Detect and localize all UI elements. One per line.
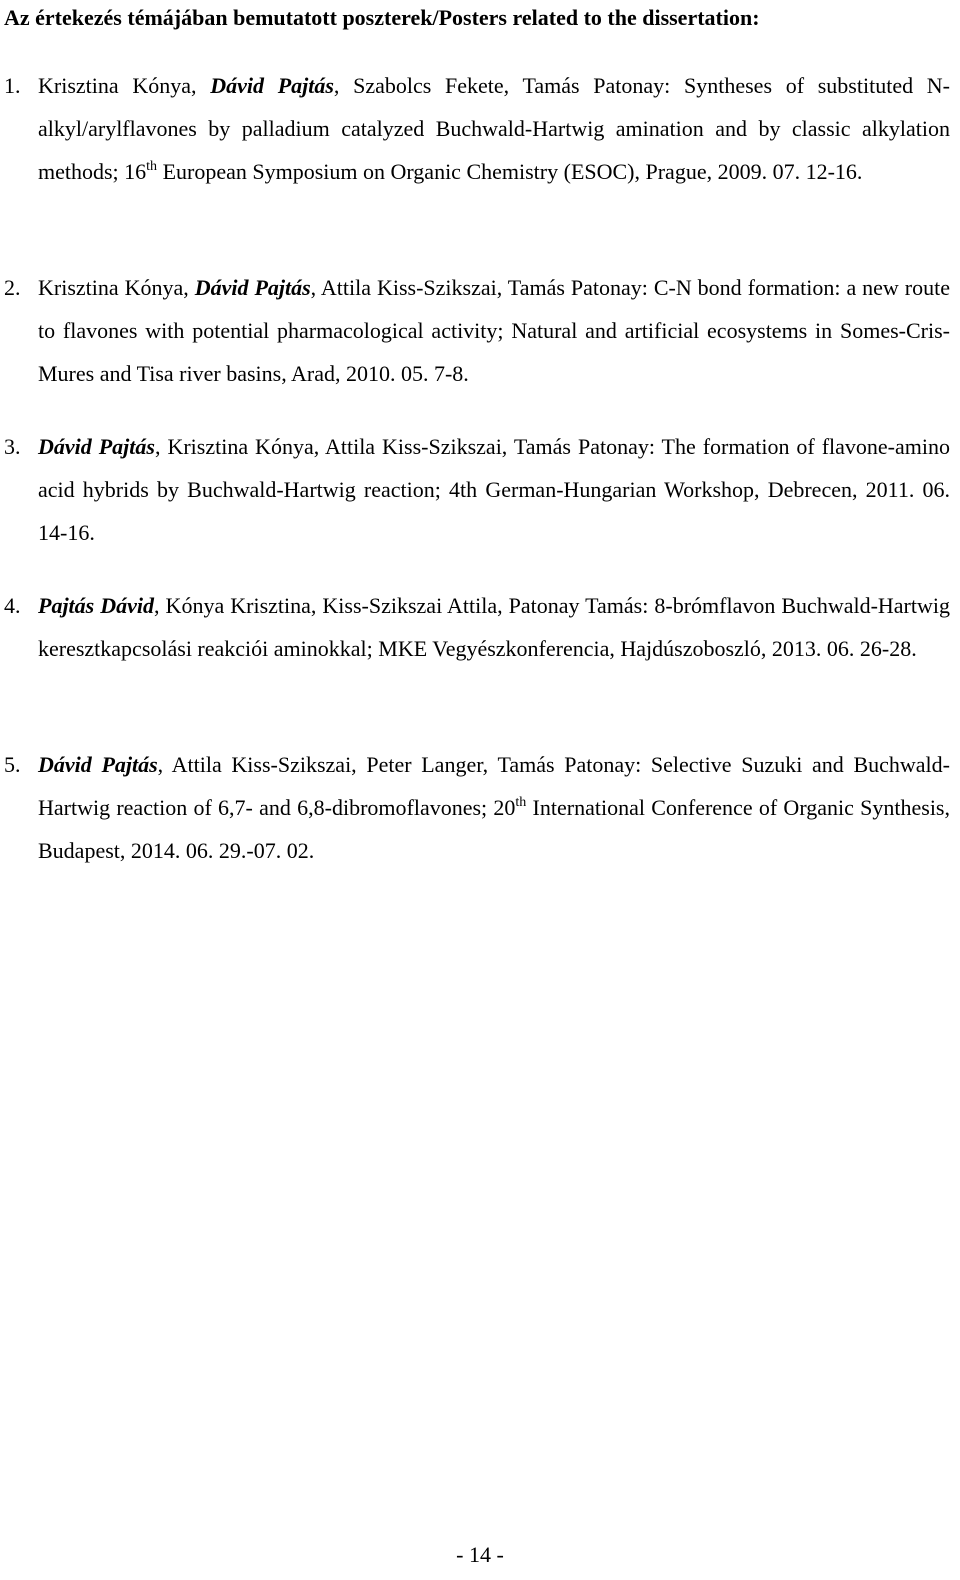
poster-entry-1 (0, 64, 950, 193)
dissertation-author: Dávid Pajtás (194, 275, 311, 300)
entry-text: , Attila Kiss-Szikszai, Peter Langer, Tamás Patonay: Selective Suzuki and Buchwald-Hartwig reaction of 6,7- and 6,8-dibromoflavones; 20 (38, 752, 950, 820)
entry-text-tail: European Symposium on Organic Chemistry (ESOC), Prague, 2009. 07. 12-16. (157, 159, 863, 184)
entry-authors-before: Krisztina Kónya, (38, 275, 195, 300)
entry-number: 4. (4, 593, 21, 618)
page-number: - 14 - (456, 1542, 504, 1567)
dissertation-author: Dávid Pajtás (38, 434, 155, 459)
poster-entry-5 (0, 743, 950, 872)
entry-text: , Szabolcs Fekete, Tamás Patonay: Syntheses of substituted N-alkyl/arylflavones by palladium catalyzed Buchwald-Hartwig amination and by classic alkylation methods; 16 (38, 73, 950, 184)
entry-number: 3. (4, 434, 21, 459)
entry-text: , Krisztina Kónya, Attila Kiss-Szikszai, Tamás Patonay: The formation of flavone-amino acid hybrids by Buchwald-Hartwig reaction; 4th German-Hungarian Workshop, Debrecen, 2011. 06. 14-16. (38, 434, 950, 545)
ordinal-suffix: th (146, 159, 158, 174)
poster-entry-2 (0, 266, 950, 395)
dissertation-author: Dávid Pajtás (38, 752, 158, 777)
entry-text: , Kónya Krisztina, Kiss-Szikszai Attila, Patonay Tamás: 8-brómflavon Buchwald-Hartwig keresztkapcsolási reakciói aminokkal; MKE Vegyészkonferencia, Hajdúszoboszló, 2013. 06. 26-28. (38, 593, 950, 661)
entry-text: , Attila Kiss-Szikszai, Tamás Patonay: C-N bond formation: a new route to flavones with potential pharmacological activity; Natural and artificial ecosystems in Somes-Cris-Mures and Tisa river basins, Arad, 2010. 05. 7-8. (38, 275, 950, 386)
ordinal-suffix: th (515, 795, 527, 810)
entry-number: 5. (4, 752, 21, 777)
entry-number: 1. (4, 73, 21, 98)
dissertation-author: Pajtás Dávid (38, 593, 155, 618)
poster-entry-3 (0, 425, 950, 554)
entry-text-tail: International Conference of Organic Synthesis, Budapest, 2014. 06. 29.-07. 02. (38, 795, 950, 863)
dissertation-author: Dávid Pajtás (210, 73, 334, 98)
page-heading: Az értekezés témájában bemutatott poszterek/Posters related to the dissertation: (4, 5, 760, 30)
entry-number: 2. (4, 275, 21, 300)
entry-authors-before: Krisztina Kónya, (38, 73, 211, 98)
poster-entry-4 (0, 584, 950, 670)
